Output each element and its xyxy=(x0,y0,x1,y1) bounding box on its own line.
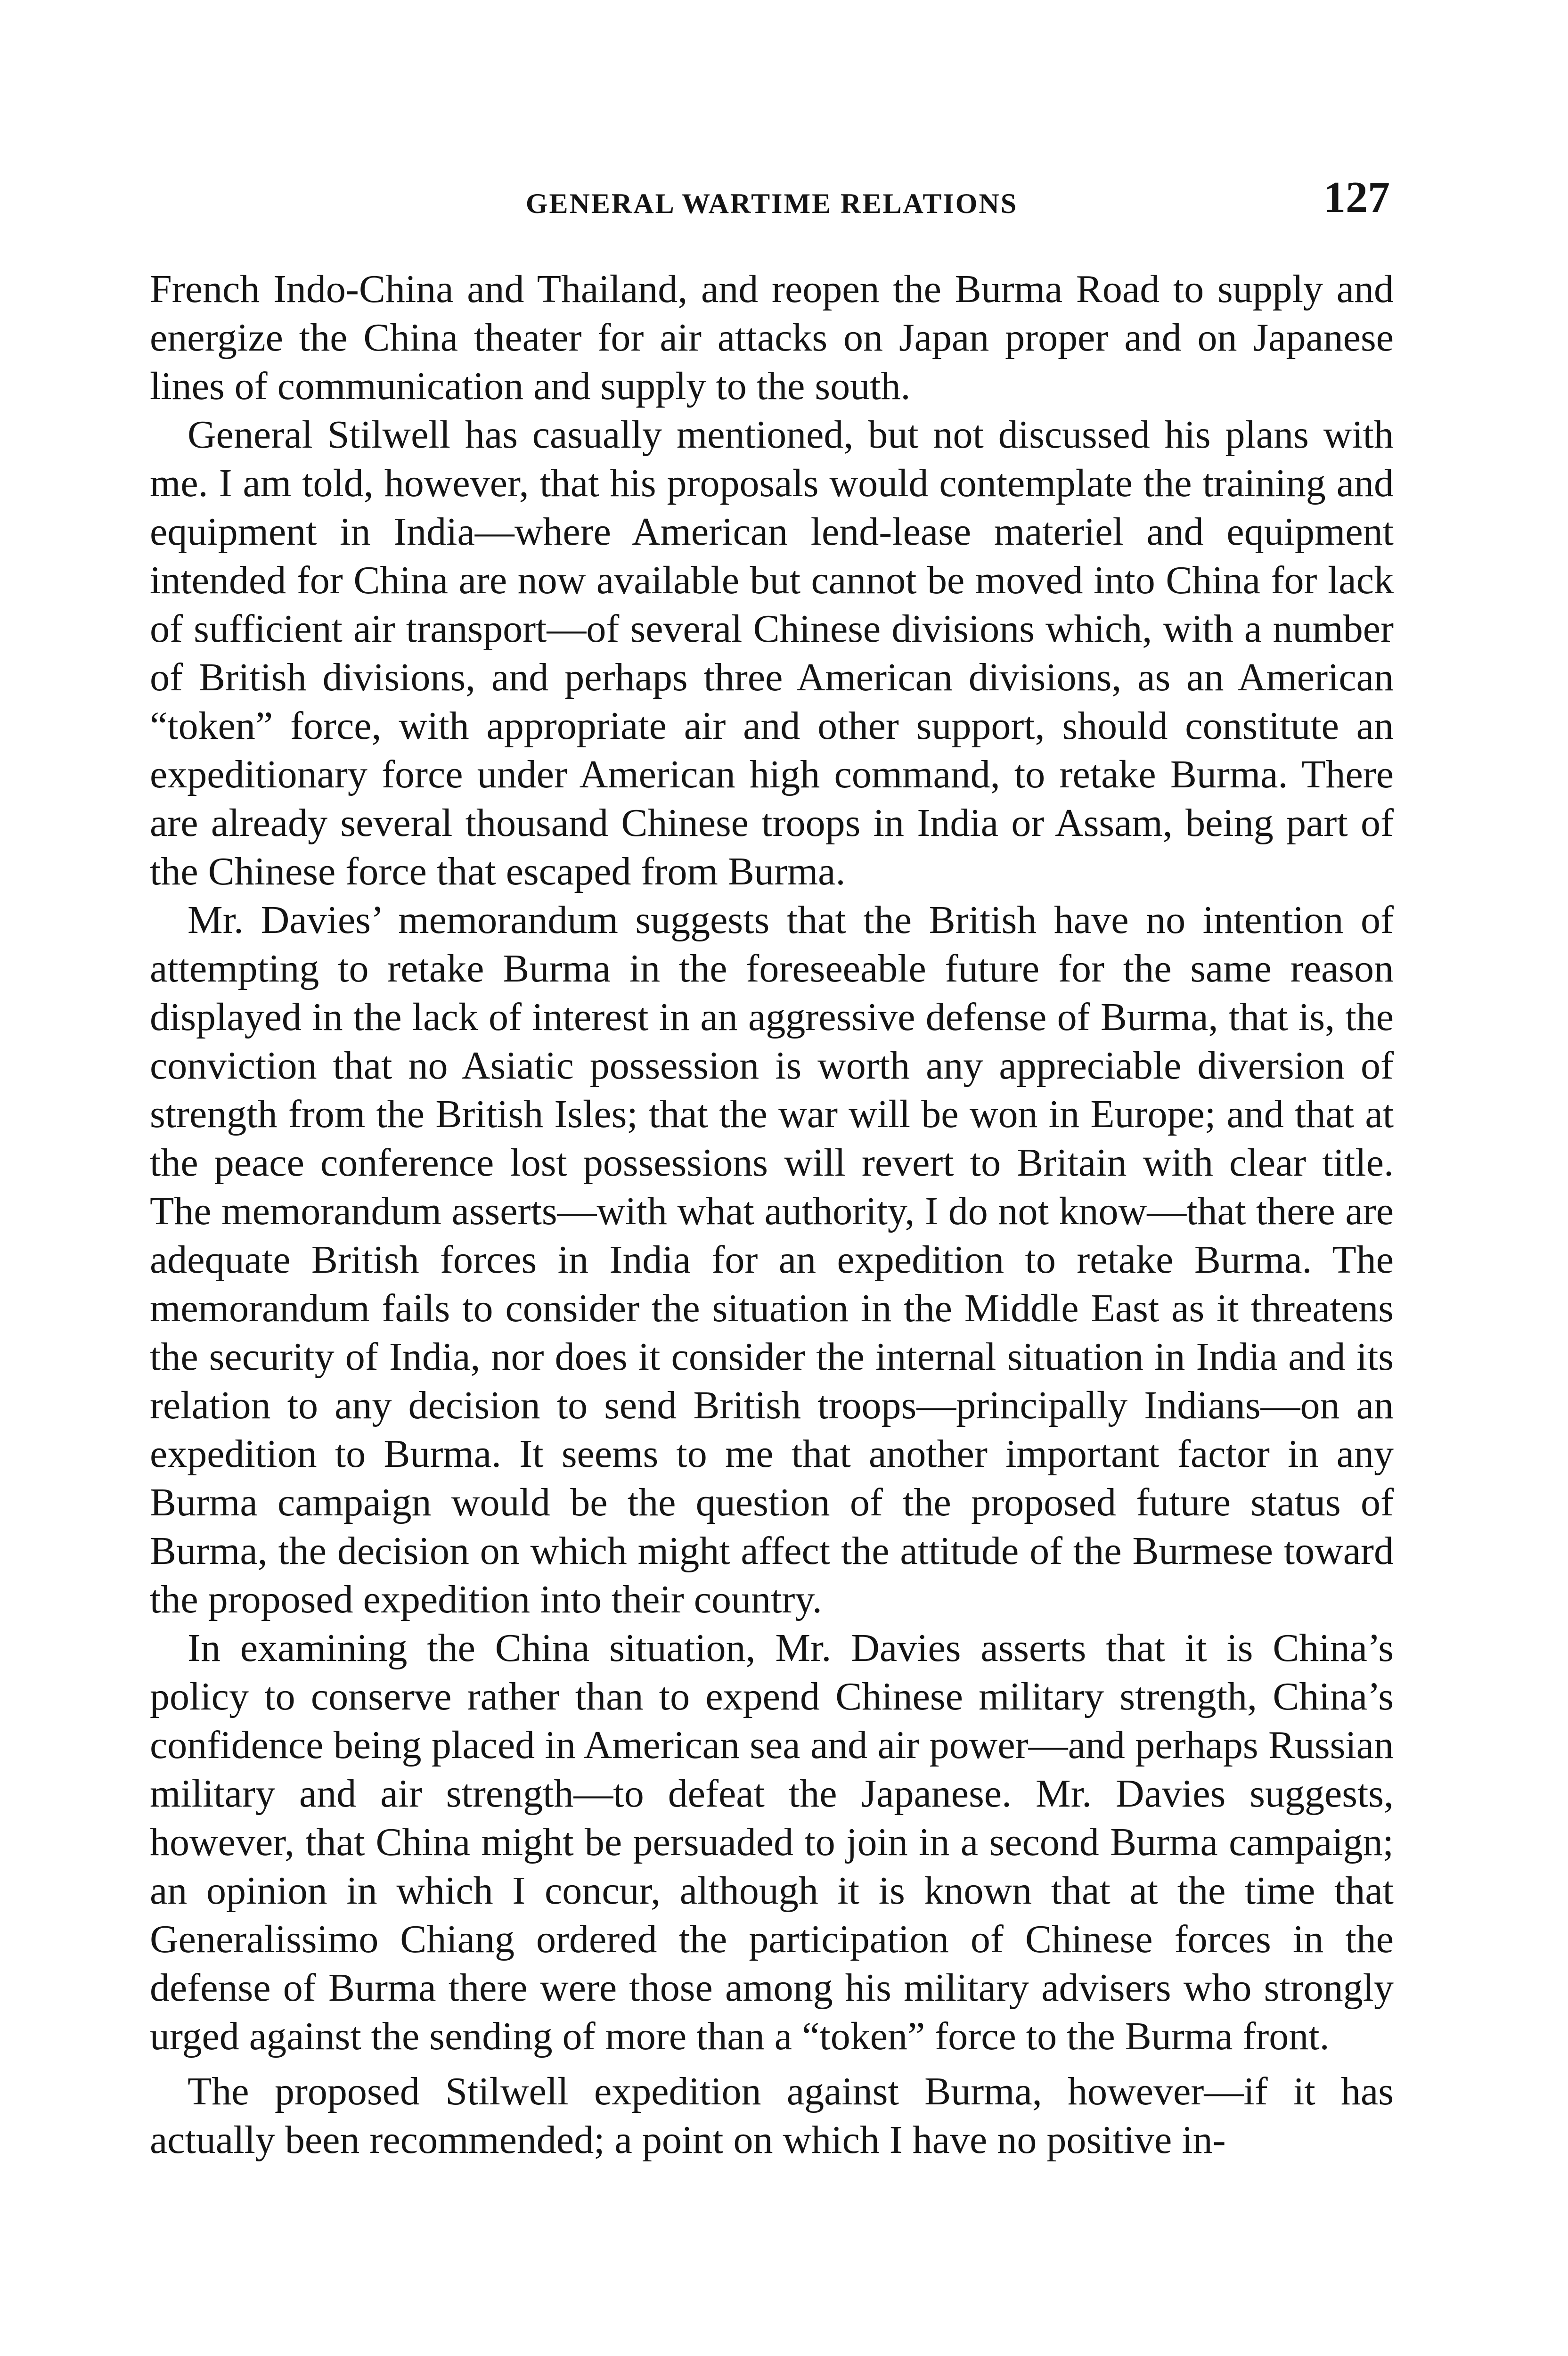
paragraph-5: The proposed Stilwell expedition against Burma, however—if it has actually been recommended; a point on which I have no positive in- xyxy=(150,2070,1394,2162)
page-number: 127 xyxy=(1323,173,1390,222)
paragraph-4: In examining the China situation, Mr. Davies asserts that it is China’s policy to conserve rather than to expend Chinese military strength, China’s confidence being placed in American sea and air power—and perhaps Russian military and air strength—to defeat the Japanese. Mr. Davies suggests, however, that China might be persuaded to join in a second Burma campaign; an opinion in which I concur, although it is known that at the time that Generalissimo Chiang ordered the participation of Chinese forces in the defense of Burma there were those among his military advisers who strongly urged against the sending of more than a “token” force to the Burma front. xyxy=(150,1626,1394,2058)
paragraph-2: General Stilwell has casually mentioned, but not discussed his plans with me. I am told, however, that his proposals would contemplate the training and equipment in India—where American lend-lease materiel and equipment intended for China are now available but cannot be moved into China for lack of sufficient air transport—of several Chinese divisions which, with a number of British divisions, and perhaps three American divisions, as an American “token” force, with appropriate air and other support, should constitute an expeditionary force under American high command, to retake Burma. There are already several thousand Chinese troops in India or Assam, being part of the Chinese force that escaped from Burma. xyxy=(150,413,1394,893)
paragraph-3: Mr. Davies’ memorandum suggests that the British have no intention of attempting to retake Burma in the foreseeable future for the same reason displayed in the lack of interest in an aggressive defense of Burma, that is, the conviction that no Asiatic possession is worth any appreciable diversion of strength from the British Isles; that the war will be won in Europe; and that at the peace conference lost possessions will revert to Britain with clear title. The memorandum asserts—with what authority, I do not know—that there are adequate British forces in India for an expedition to retake Burma. The memorandum fails to consider the situation in the Middle East as it threatens the security of India, nor does it consider the internal situation in India and its relation to any decision to send British troops—principally Indians—on an expedition to Burma. It seems to me that another important factor in any Burma campaign would be the question of the proposed future status of Burma, the decision on which might affect the attitude of the Burmese toward the proposed expedition into their country. xyxy=(150,898,1394,1621)
running-head xyxy=(150,175,1394,237)
body-text xyxy=(150,265,1394,2164)
document-page xyxy=(150,175,1394,2164)
running-title: GENERAL WARTIME RELATIONS xyxy=(525,188,1018,219)
paragraph-1: French Indo-China and Thailand, and reopen the Burma Road to supply and energize the China theater for air attacks on Japan proper and on Japanese lines of communication and supply to the south. xyxy=(150,267,1394,408)
